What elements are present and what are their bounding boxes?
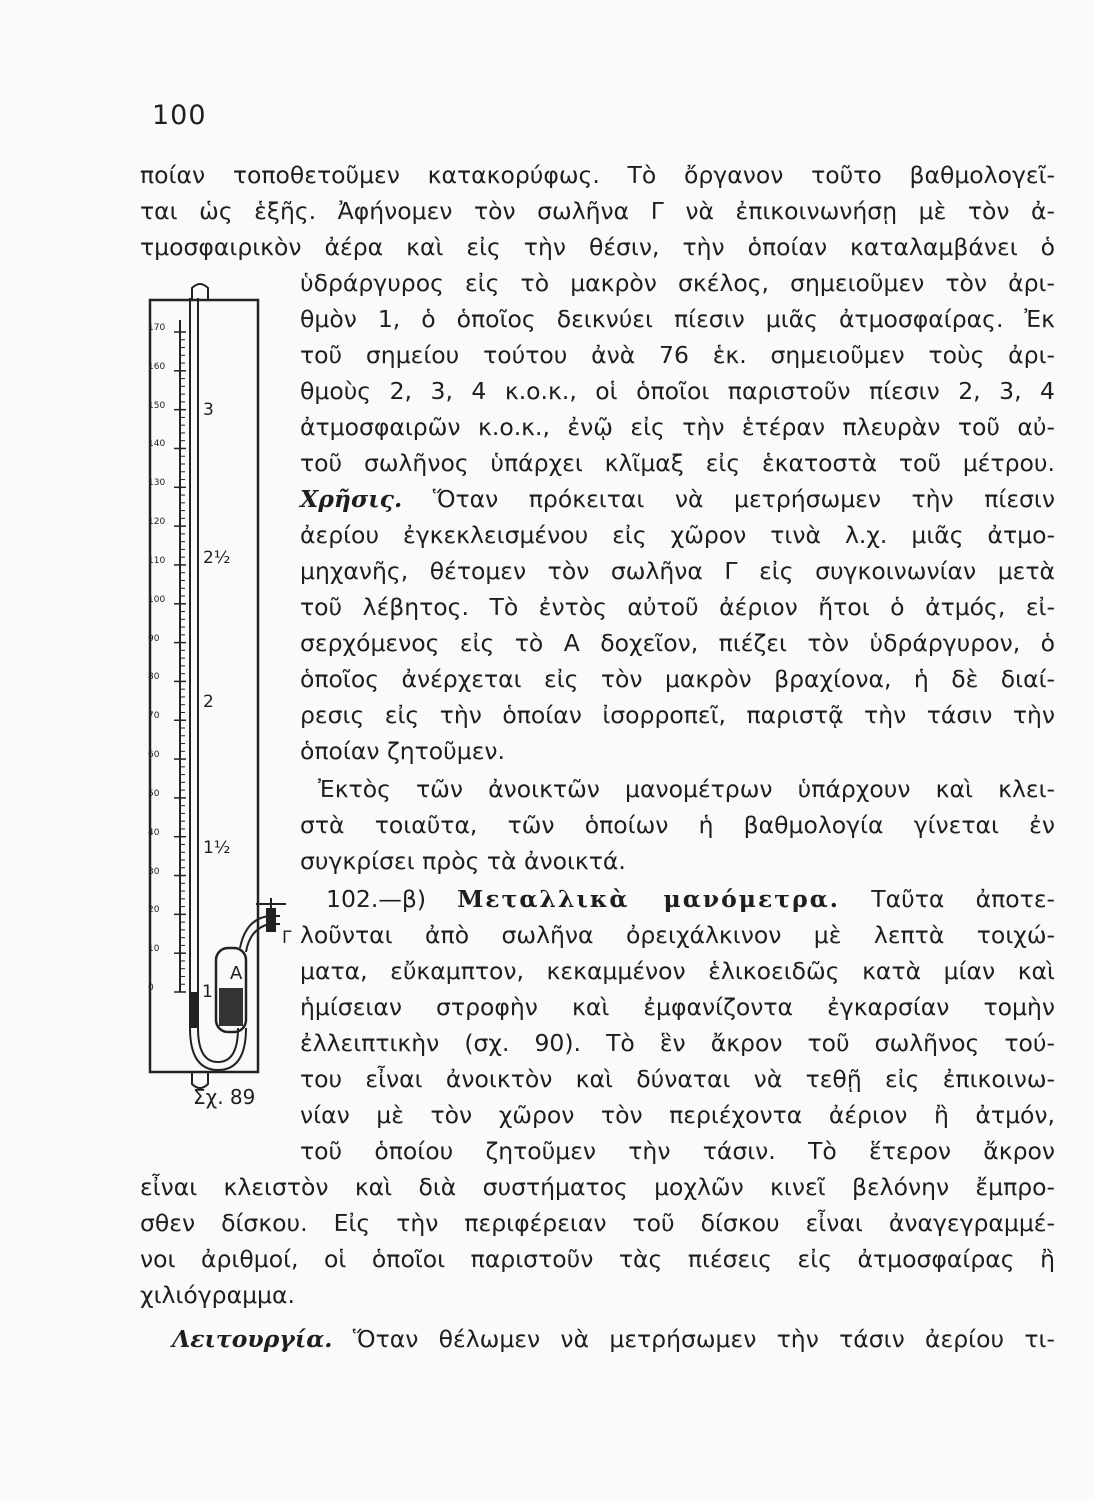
text-line: τοῦ λέβητος. Τὸ ἐντὸς αὐτοῦ ἀέριον ἤτοι ὁ ἀτμός, εἰ- — [300, 593, 1055, 621]
scale-label: 130 — [148, 478, 166, 489]
scale-label: 50 — [148, 788, 160, 799]
scale-label: 100 — [148, 594, 166, 605]
text-line: ρεσις εἰς τὴν ὁποίαν ἰσορροπεῖ, παριστᾷ τὴν τάσιν τὴν — [300, 701, 1055, 729]
text-line: τμοσφαιρικὸν ἀέρα καὶ εἰς τὴν θέσιν, τὴν ὁποίαν καταλαμβάνει ὁ — [140, 233, 1055, 261]
reservoir-label: Α — [230, 963, 243, 984]
scale-label: 60 — [148, 750, 160, 761]
atmosphere-label: 2½ — [203, 548, 231, 568]
scale-label: 120 — [148, 517, 166, 528]
text-line: Ταῦτα ἀποτε- — [871, 885, 1055, 913]
scale-label: 170 — [148, 323, 166, 333]
text-line: τοῦ σημείου τούτου ἀνὰ 76 ἑκ. σημειοῦμεν τοὺς ἀρι- — [300, 341, 1055, 369]
text-line: λοῦνται ἀπὸ σωλῆνα ὀρειχάλκινον μὲ λεπτὰ τοιχώ- — [300, 921, 1055, 949]
scale-label: 30 — [148, 866, 160, 877]
operation-paragraph-first-line — [172, 1324, 1055, 1354]
text-line: εἶναι κλειστὸν καὶ διὰ συστήματος μοχλῶν κινεῖ βελόνην ἔμπρο- — [140, 1173, 1055, 1201]
section-number: 102.—β) — [326, 885, 426, 913]
text-line: ὑδράργυρος εἰς τὸ μακρὸν σκέλος, σημειοῦμεν τὸν ἀρι- — [300, 269, 1055, 297]
atmosphere-label: 2 — [203, 692, 214, 712]
text-line: συγκρίσει πρὸς τὰ ἀνοικτά. — [300, 847, 626, 875]
scale-label: 70 — [148, 711, 160, 722]
text-line: ἀερίου ἐγκεκλεισμένου εἰς χῶρον τινὰ λ.χ. μιᾶς ἀτμο- — [300, 521, 1055, 549]
text-line: σθεν δίσκου. Εἰς τὴν περιφέρειαν τοῦ δίσκου εἶναι ἀναγεγραμμέ- — [140, 1209, 1055, 1237]
text-line: ἡμίσειαν στροφὴν καὶ ἐμφανίζοντα ἐγκαρσίαν τομὴν — [300, 993, 1055, 1021]
scale-label: 80 — [148, 672, 160, 683]
text-line: του εἶναι ἀνοικτὸν καὶ δύναται νὰ τεθῇ εἰς ἐπικοινω- — [300, 1065, 1055, 1093]
text-line: σερχόμενος εἰς τὸ Α δοχεῖον, πιέζει τὸν ὑδράργυρον, ὁ — [300, 629, 1055, 657]
text-line: Ὅταν πρόκειται νὰ μετρήσωμεν τὴν πίεσιν — [432, 485, 1055, 513]
scale-label: 140 — [148, 439, 166, 450]
heading-metal: Μεταλλικὰ μανόμετρα. — [457, 885, 840, 913]
text-line: τοῦ σωλῆνος ὑπάρχει κλῖμαξ εἰς ἑκατοστὰ τοῦ μέτρου. — [300, 449, 1055, 477]
text-line: στὰ τοιαῦτα, τῶν ὁποίων ἡ βαθμολογία γίνεται ἐν — [300, 811, 1055, 839]
text-line: Ἐκτὸς τῶν ἀνοικτῶν μανομέτρων ὑπάρχουν καὶ κλει- — [318, 775, 1055, 803]
text-line: ὁποίαν ζητοῦμεν. — [300, 737, 505, 765]
metal-paragraph-first-line — [326, 884, 1055, 914]
manometer-figure — [140, 280, 300, 1100]
scale-label: 40 — [148, 827, 160, 838]
text-line: μηχανῆς, θέτομεν τὸν σωλῆνα Γ εἰς συγκοινωνίαν μετὰ — [300, 557, 1055, 585]
text-line: ὁποῖος ἀνέρχεται εἰς τὸν μακρὸν βραχίονα, ἡ δὲ διαί- — [300, 665, 1055, 693]
scale-label: 10 — [148, 944, 160, 955]
tube-label: Γ — [282, 928, 292, 948]
scale-label: 0 — [148, 983, 154, 993]
text-line: ἀτμοσφαιρῶν κ.ο.κ., ἐνῷ εἰς τὴν ἑτέραν πλευρὰν τοῦ αὐ- — [300, 413, 1055, 441]
scale-label: 90 — [148, 633, 160, 644]
text-line: θμοὺς 2, 3, 4 κ.ο.κ., οἱ ὁποῖοι παριστοῦν πίεσιν 2, 3, 4 — [300, 377, 1055, 405]
heading-operation: Λειτουργία. — [172, 1325, 333, 1353]
atmosphere-label: 3 — [203, 400, 214, 420]
text-line: ματα, εὔκαμπτον, κεκαμμένον ἑλικοειδῶς κατὰ μίαν καὶ — [300, 957, 1055, 985]
scale-label: 160 — [148, 361, 166, 372]
text-line: Ὅταν θέλωμεν νὰ μετρήσωμεν τὴν τάσιν ἀερίου τι- — [352, 1325, 1055, 1353]
text-line: ἐλλειπτικὴν (σχ. 90). Τὸ ἓν ἄκρον τοῦ σωλῆνος τού- — [300, 1029, 1055, 1057]
use-paragraph-first-line — [300, 484, 1055, 514]
scale-label: 110 — [148, 555, 166, 566]
scale-label: 150 — [148, 400, 166, 411]
text-line: θμὸν 1, ὁ ὁποῖος δεικνύει πίεσιν μιᾶς ἀτμοσφαίρας. Ἐκ — [300, 305, 1055, 333]
figure-caption: Σχ. 89 — [193, 1085, 256, 1109]
heading-use: Χρῆσις. — [300, 485, 403, 513]
text-line: χιλιόγραμμα. — [140, 1281, 295, 1309]
atmosphere-label: 1½ — [203, 838, 231, 858]
text-line: ποίαν τοποθετοῦμεν κατακορύφως. Τὸ ὄργανον τοῦτο βαθμολογεῖ- — [140, 161, 1055, 189]
atmosphere-label: 1 — [202, 982, 213, 1002]
text-line: ται ὡς ἑξῆς. Ἀφήνομεν τὸν σωλῆνα Γ νὰ ἐπικοινωνήσῃ μὲ τὸν ἀ- — [140, 197, 1055, 225]
text-line: νίαν μὲ τὸν χῶρον τὸν περιέχοντα ἀέριον ἢ ἀτμόν, — [300, 1101, 1055, 1129]
text-line: τοῦ ὁποίου ζητοῦμεν τὴν τάσιν. Τὸ ἕτερον ἄκρον — [300, 1137, 1055, 1165]
scale-label: 20 — [148, 905, 160, 916]
page-number: 100 — [152, 100, 207, 131]
text-line: νοι ἀριθμοί, οἱ ὁποῖοι παριστοῦν τὰς πιέσεις εἰς ἀτμοσφαίρας ἢ — [140, 1245, 1055, 1273]
